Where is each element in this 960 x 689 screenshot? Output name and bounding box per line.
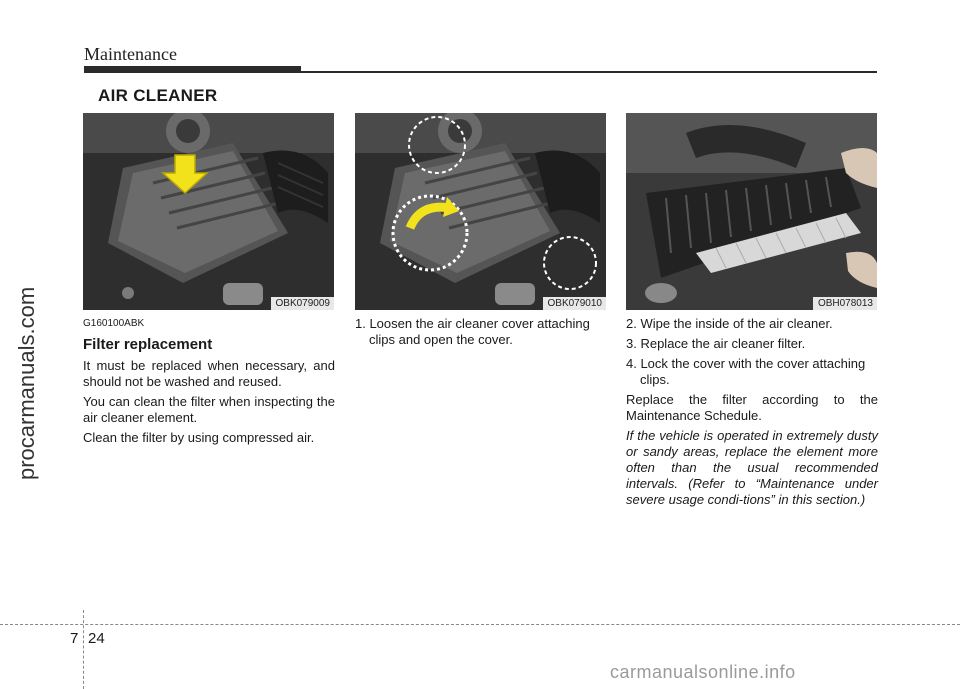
photo-air-filter-removal bbox=[626, 113, 877, 310]
header-title: Maintenance bbox=[84, 44, 177, 64]
page-number: 24 bbox=[88, 630, 105, 647]
header-rule bbox=[301, 71, 877, 73]
air-cleaner-arrow-down-photo bbox=[83, 113, 334, 310]
left-column bbox=[83, 316, 335, 450]
paragraph: Replace the filter according to the Maintenance Schedule. bbox=[626, 392, 878, 423]
footer-divider bbox=[83, 610, 84, 689]
step-item: 3. Replace the air cleaner filter. bbox=[626, 336, 806, 351]
paragraph: You can clean the filter when inspecting the air cleaner element. bbox=[83, 394, 335, 425]
air-cleaner-clips-photo bbox=[355, 113, 606, 310]
step-item: 1. Loosen the air cleaner cover attaching clips and open the cover. bbox=[355, 316, 590, 347]
paragraph: Clean the filter by using compressed air. bbox=[83, 430, 315, 445]
middle-column bbox=[355, 316, 607, 352]
air-filter-removal-photo bbox=[626, 113, 877, 310]
italic-note: If the vehicle is operated in extremely dusty or sandy areas, replace the element more often than the usual recommended intervals. (Refer to “Maintenance under severe usage condi-tions” in this section.) bbox=[626, 428, 878, 507]
header-bar bbox=[84, 66, 301, 73]
photo-code: OBK079009 bbox=[271, 297, 335, 310]
chapter-number: 7 bbox=[70, 630, 79, 647]
photo-air-cleaner-clips bbox=[355, 113, 606, 310]
subheading: Filter replacement bbox=[83, 336, 213, 353]
section-title: AIR CLEANER bbox=[98, 86, 218, 105]
paragraph: It must be replaced when necessary, and should not be washed and reused. bbox=[83, 358, 335, 389]
photo-code: OBH078013 bbox=[813, 297, 877, 310]
right-column bbox=[626, 316, 878, 512]
photo-air-cleaner-cover bbox=[83, 113, 334, 310]
footer-watermark: carmanualsonline.info bbox=[610, 662, 796, 682]
photo-code: OBK079010 bbox=[543, 297, 607, 310]
document-code: G160100ABK bbox=[83, 318, 145, 329]
footer-rule bbox=[0, 624, 960, 625]
step-item: 2. Wipe the inside of the air cleaner. bbox=[626, 316, 833, 331]
step-item: 4. Lock the cover with the cover attaching clips. bbox=[626, 356, 866, 387]
side-watermark: procarmanuals.com bbox=[14, 286, 39, 480]
